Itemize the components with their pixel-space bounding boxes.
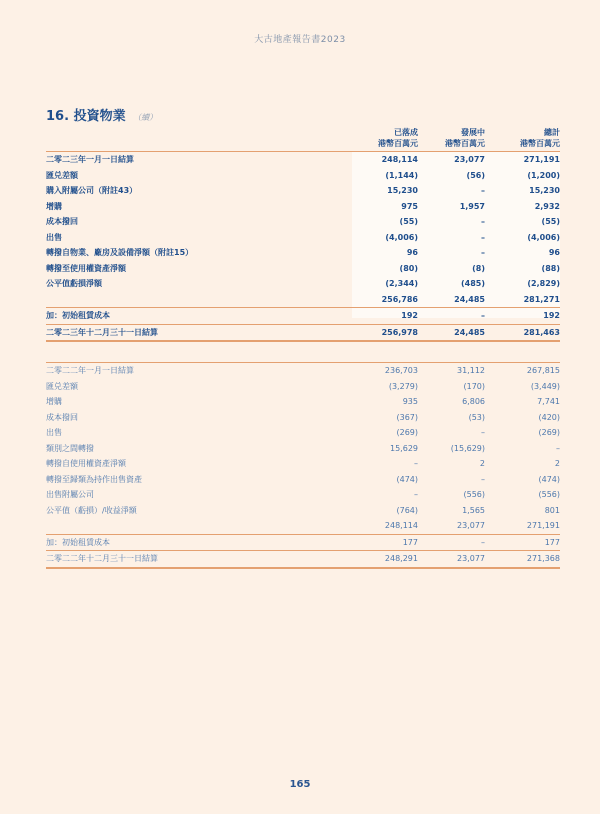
table-row [46, 199, 560, 215]
table-row [46, 261, 560, 277]
value-completed: 248,114 [352, 152, 418, 168]
page-number: 165 [289, 779, 311, 790]
value-under-development: (556) [463, 490, 485, 499]
table-row [46, 214, 560, 230]
value-under-development: 23,077 [418, 551, 485, 568]
value-total: 281,463 [485, 324, 560, 341]
row-label: 二零二二年十二月三十一日結算 [46, 551, 352, 568]
table-row [46, 534, 560, 551]
value-total: (4,006) [527, 232, 560, 242]
table-row [46, 441, 560, 457]
table-row [46, 425, 560, 441]
value-total: 15,230 [529, 186, 560, 195]
table-row [46, 292, 560, 308]
value-total: (3,449) [530, 381, 560, 391]
value-under-development: 24,485 [418, 292, 485, 308]
section-title [46, 105, 157, 124]
table-row [46, 518, 560, 534]
table-row [46, 363, 560, 379]
value-under-development: 23,077 [418, 518, 485, 534]
row-label: 增購 [46, 397, 62, 406]
value-total: (474) [538, 474, 560, 484]
value-under-development: – [481, 474, 485, 484]
table-row [46, 551, 560, 568]
table-row [46, 324, 560, 341]
row-label: 增購 [46, 201, 62, 211]
value-under-development: (53) [468, 412, 485, 422]
value-under-development: 23,077 [418, 152, 485, 168]
row-label: 出售 [46, 232, 62, 242]
row-label: 二零二三年一月一日結算 [46, 152, 352, 168]
value-completed: (4,006) [385, 232, 418, 242]
value-under-development: 1,565 [462, 505, 485, 515]
row-label [46, 518, 352, 534]
value-completed: 96 [406, 248, 418, 257]
table-row [46, 379, 560, 395]
value-under-development: (15,629) [450, 443, 485, 453]
value-total: 192 [485, 308, 560, 325]
value-completed: – [414, 490, 418, 499]
value-total: 2 [554, 459, 560, 468]
column-header-completed: 已落成 港幣百萬元 [378, 128, 418, 148]
row-label: 公平值（虧損）/收益淨額 [46, 505, 137, 515]
section-number: 16. [46, 109, 70, 124]
value-completed: (3,279) [388, 381, 418, 391]
value-total: 281,271 [485, 292, 560, 308]
value-total: 271,368 [485, 551, 560, 568]
value-completed: 236,703 [352, 363, 418, 379]
value-total: 2,932 [534, 201, 560, 211]
value-completed: (764) [396, 505, 418, 515]
value-total: (269) [538, 428, 560, 437]
table-row [46, 230, 560, 246]
column-header-under-development: 發展中 港幣百萬元 [445, 128, 485, 148]
value-total: (1,200) [527, 170, 560, 180]
row-label: 出售 [46, 428, 62, 437]
table-row [46, 183, 560, 199]
value-total: 801 [544, 505, 560, 515]
value-completed: 177 [352, 534, 418, 551]
value-total: 177 [485, 534, 560, 551]
value-completed: (474) [396, 474, 418, 484]
row-label: 成本撥回 [46, 412, 78, 422]
row-label: 購入附屬公司（附註43） [46, 186, 138, 195]
value-under-development: – [481, 248, 485, 257]
value-under-development: (170) [463, 381, 485, 391]
value-completed: 248,114 [352, 518, 418, 534]
row-label: 加：初始租賃成本 [46, 534, 352, 551]
value-completed: (1,144) [385, 170, 418, 180]
value-under-development: (56) [466, 170, 485, 180]
running-header: 大古地產報告書2023 [254, 35, 346, 45]
value-under-development: 6,806 [462, 397, 485, 406]
row-label: 匯兑差額 [46, 170, 78, 180]
row-label: 出售附屬公司 [46, 490, 94, 499]
value-total: 271,191 [485, 518, 560, 534]
value-under-development: 31,112 [418, 363, 485, 379]
section-spacer [46, 341, 560, 363]
table-row [46, 472, 560, 488]
value-completed: (367) [396, 412, 418, 422]
value-under-development: – [481, 186, 485, 195]
value-total: – [556, 443, 560, 453]
value-completed: (269) [396, 428, 418, 437]
row-label: 二零二三年十二月三十一日結算 [46, 324, 352, 341]
value-completed: 15,230 [387, 186, 418, 195]
value-total: 96 [548, 248, 560, 257]
value-under-development: – [481, 232, 485, 242]
value-completed: (80) [399, 263, 418, 273]
table-row [46, 308, 560, 325]
value-under-development: – [481, 217, 485, 226]
value-total: (2,829) [527, 279, 560, 288]
value-under-development: 24,485 [418, 324, 485, 341]
value-under-development: 1,957 [459, 201, 485, 211]
value-total: 271,191 [485, 152, 560, 168]
value-completed: 256,786 [352, 292, 418, 308]
value-total: 7,741 [537, 397, 560, 406]
continued-label: （續） [133, 113, 158, 122]
value-completed: 248,291 [352, 551, 418, 568]
value-completed: (55) [399, 217, 418, 226]
column-header-row [46, 127, 560, 152]
row-label: 類別之間轉撥 [46, 443, 94, 453]
value-completed: (2,344) [385, 279, 418, 288]
value-total: (420) [538, 412, 560, 422]
row-label: 轉撥至歸類為持作出售資產 [46, 474, 142, 484]
value-completed: 935 [402, 397, 418, 406]
table-row [46, 168, 560, 184]
row-label: 成本撥回 [46, 217, 78, 226]
value-under-development: (485) [460, 279, 485, 288]
table-row [46, 410, 560, 426]
value-under-development: 2 [479, 459, 485, 468]
value-total: (88) [541, 263, 560, 273]
value-under-development: – [418, 308, 485, 325]
investment-property-table [46, 127, 560, 569]
table-row [46, 152, 560, 168]
row-label: 轉撥自使用權資產淨額 [46, 459, 126, 468]
row-label: 轉撥自物業、廠房及設備淨額（附註15） [46, 248, 194, 257]
row-label: 二零二二年一月一日結算 [46, 363, 352, 379]
table-row [46, 276, 560, 292]
value-completed: 975 [401, 201, 418, 211]
value-completed: 256,978 [352, 324, 418, 341]
value-under-development: (8) [472, 263, 485, 273]
value-completed: 192 [352, 308, 418, 325]
value-under-development: – [481, 428, 485, 437]
table-row [46, 394, 560, 410]
table-row [46, 503, 560, 519]
row-label: 加：初始租賃成本 [46, 308, 352, 325]
section-name: 投資物業 [73, 109, 126, 124]
column-header-total: 總計 港幣百萬元 [520, 128, 560, 148]
row-label: 公平值虧損淨額 [46, 279, 102, 288]
value-under-development: – [418, 534, 485, 551]
row-label: 匯兑差額 [46, 381, 78, 391]
table-row [46, 487, 560, 503]
value-completed: – [414, 459, 418, 468]
table-section-2022 [46, 363, 560, 568]
value-total: (55) [541, 217, 560, 226]
table-row [46, 245, 560, 261]
value-completed: 15,629 [390, 443, 418, 453]
value-total: (556) [538, 490, 560, 499]
value-total: 267,815 [485, 363, 560, 379]
table-row [46, 456, 560, 472]
row-label: 轉撥至使用權資產淨額 [46, 263, 126, 273]
table-section-2023 [46, 152, 560, 342]
row-label [46, 292, 352, 308]
